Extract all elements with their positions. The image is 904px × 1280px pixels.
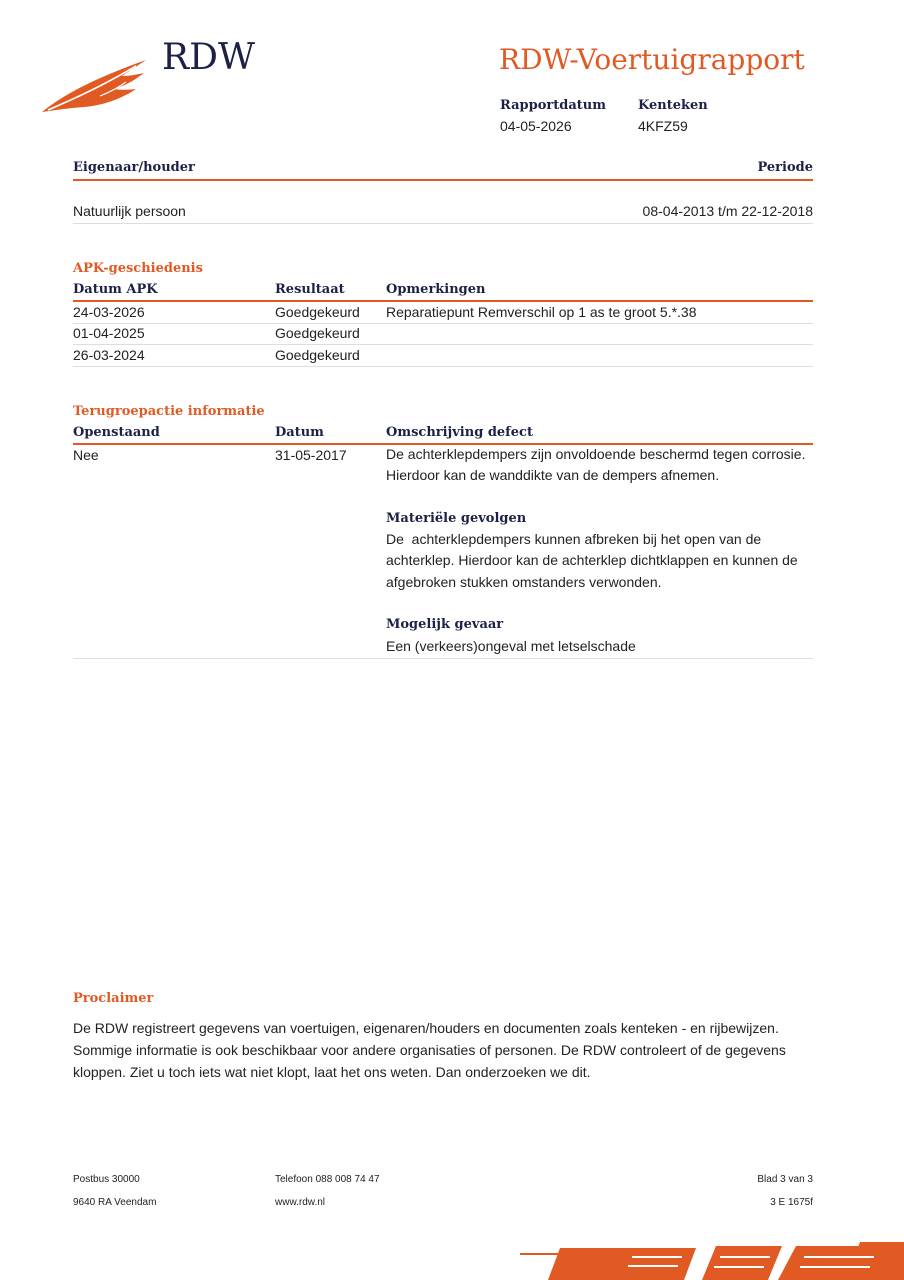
footer-web: www.rdw.nl xyxy=(275,1197,326,1208)
period-value: 08-04-2013 t/m 22-12-2018 xyxy=(642,203,813,219)
footer-city: 9640 RA Veendam xyxy=(73,1197,157,1208)
owner-header-rule xyxy=(73,179,813,181)
recall-col-date: Datum xyxy=(275,425,324,440)
plate-value: 4KFZ59 xyxy=(638,118,688,134)
apk-row-3-rule xyxy=(73,366,813,367)
consequences-title: Materiële gevolgen xyxy=(386,511,527,526)
proclaimer-line-3: kloppen. Ziet u toch iets wat niet klopt, laat het ons weten. Dan onderzoeken we dit. xyxy=(73,1064,591,1080)
owner-label: Eigenaar/houder xyxy=(73,160,195,175)
recall-row-rule xyxy=(73,658,813,659)
apk-row-1-remarks: Reparatiepunt Remverschil op 1 as te groot 5.*.38 xyxy=(386,304,697,320)
report-date-value: 04-05-2026 xyxy=(500,118,572,134)
apk-col-result: Resultaat xyxy=(275,282,345,297)
apk-col-date: Datum APK xyxy=(73,282,158,297)
feather-logo-icon xyxy=(40,56,150,114)
owner-value: Natuurlijk persoon xyxy=(73,203,186,219)
consequences-line-3: afgebroken stukken omstanders verwonden. xyxy=(386,574,662,590)
proclaimer-line-1: De RDW registreert gegevens van voertuigen, eigenaren/houders en documenten zoals kenteken - en rijbewijzen. xyxy=(73,1020,779,1036)
recall-defect-line-2: Hierdoor kan de wanddikte van de dempers afnemen. xyxy=(386,467,720,483)
rdw-logo xyxy=(40,36,255,116)
apk-row-1-result: Goedgekeurd xyxy=(275,304,360,320)
recall-section-title: Terugroepactie informatie xyxy=(73,404,265,419)
plate-label: Kenteken xyxy=(638,98,708,113)
apk-row-3-date: 26-03-2024 xyxy=(73,347,145,363)
footer-phone: Telefoon 088 008 74 47 xyxy=(275,1174,380,1185)
apk-section-title: APK-geschiedenis xyxy=(73,261,203,276)
footer-postbus: Postbus 30000 xyxy=(73,1174,140,1185)
report-date-label: Rapportdatum xyxy=(500,98,606,113)
recall-date-value: 31-05-2017 xyxy=(275,447,347,463)
apk-col-remarks: Opmerkingen xyxy=(386,282,486,297)
report-title: RDW-Voertuigrapport xyxy=(499,43,805,76)
brand-name: RDW xyxy=(162,37,255,78)
consequences-line-2: achterklep. Hierdoor kan de achterklep dichtklappen en kunnen de xyxy=(386,552,798,568)
proclaimer-title: Proclaimer xyxy=(73,991,154,1006)
consequences-line-1: De achterklepdempers kunnen afbreken bij het open van de xyxy=(386,531,762,547)
apk-row-2-date: 01-04-2025 xyxy=(73,325,145,341)
proclaimer-line-2: Sommige informatie is ook beschikbaar voor andere organisaties of personen. De RDW controleert of de gegevens xyxy=(73,1042,786,1058)
owner-row-rule xyxy=(73,223,813,224)
recall-col-open: Openstaand xyxy=(73,425,160,440)
apk-row-3-result: Goedgekeurd xyxy=(275,347,360,363)
apk-row-1-rule xyxy=(73,323,813,324)
recall-open-value: Nee xyxy=(73,447,99,463)
footer-page: Blad 3 van 3 xyxy=(757,1174,813,1185)
apk-row-2-rule xyxy=(73,344,813,345)
recall-defect-line-1: De achterklepdempers zijn onvoldoende beschermd tegen corrosie. xyxy=(386,446,806,462)
apk-header-rule xyxy=(73,300,813,302)
danger-text: Een (verkeers)ongeval met letselschade xyxy=(386,638,636,654)
recall-col-defect: Omschrijving defect xyxy=(386,425,533,440)
decorative-stripes-icon xyxy=(520,1242,904,1280)
apk-row-2-result: Goedgekeurd xyxy=(275,325,360,341)
apk-row-1-date: 24-03-2026 xyxy=(73,304,145,320)
danger-title: Mogelijk gevaar xyxy=(386,617,504,632)
footer-code: 3 E 1675f xyxy=(770,1197,813,1208)
period-label: Periode xyxy=(757,160,813,175)
